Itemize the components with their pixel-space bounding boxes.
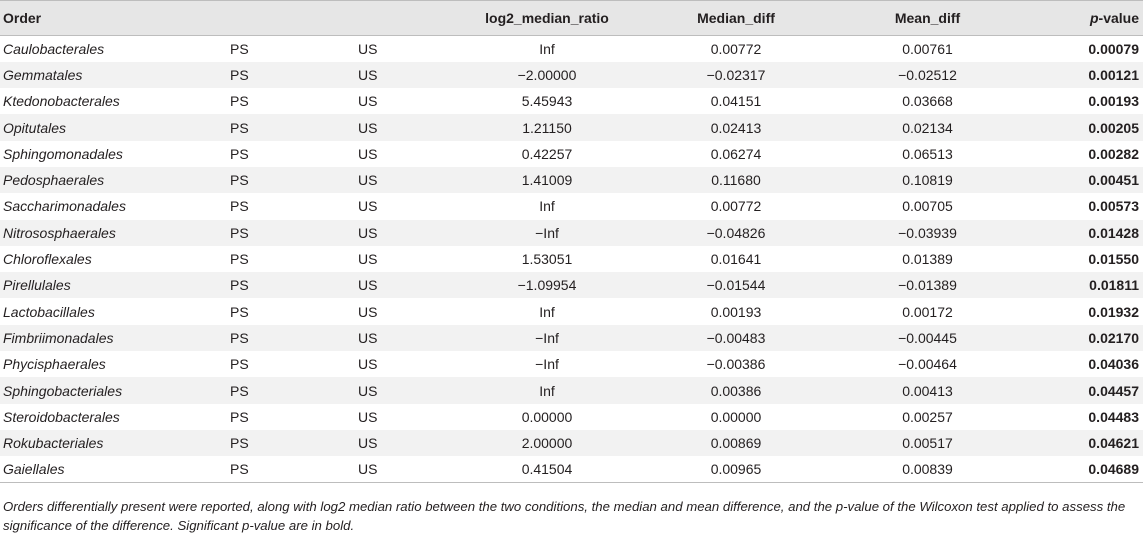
cell-order: Saccharimonadales [3, 198, 126, 215]
header-mean-diff: Mean_diff [836, 1, 1019, 36]
cell-mean-diff: −0.02512 [898, 66, 957, 83]
cell-mean-diff: 0.00839 [836, 456, 1019, 482]
cell-median-diff: 0.02413 [710, 119, 762, 136]
cell-median-diff: 0.00193 [710, 303, 762, 320]
cell-group-b: US [358, 382, 378, 399]
cell-log2-median-ratio: −Inf [535, 356, 559, 373]
cell-mean-diff: 0.00517 [902, 435, 953, 452]
cell-mean-diff: −0.00445 [898, 329, 957, 346]
cell-median-diff: −0.02317 [706, 66, 766, 83]
cell-p-value: 0.04689 [1019, 456, 1143, 482]
cell-p-value: 0.01932 [1088, 303, 1139, 320]
cell-group-b: US [358, 224, 378, 241]
cell-log2-median-ratio: 2.00000 [521, 435, 573, 452]
header-blank-1 [230, 1, 358, 36]
cell-log2-median-ratio: 1.53051 [521, 251, 573, 268]
cell-order: Chloroflexales [3, 251, 92, 268]
cell-p-value: 0.00193 [1088, 93, 1139, 110]
cell-order: Steroidobacterales [3, 408, 120, 425]
cell-log2-median-ratio: Inf [539, 40, 555, 57]
table-row [0, 351, 1143, 377]
cell-group-a: PS [230, 356, 249, 373]
cell-group-a: PS [230, 408, 249, 425]
cell-mean-diff: 0.00172 [902, 303, 953, 320]
cell-median-diff: −0.00386 [706, 356, 766, 373]
cell-log2-median-ratio: 0.00000 [521, 408, 573, 425]
cell-p-value: 0.04483 [1088, 408, 1139, 425]
cell-group-b: US [358, 303, 378, 320]
cell-order: Nitrososphaerales [3, 224, 116, 241]
table-row [0, 377, 1143, 403]
header-p-value [1019, 1, 1143, 36]
cell-group-a: PS [230, 277, 249, 294]
cell-median-diff: 0.00772 [710, 198, 762, 215]
table-header-row [0, 1, 1143, 36]
cell-order: Pirellulales [3, 277, 71, 294]
cell-group-a: PS [230, 435, 249, 452]
cell-mean-diff: 0.00257 [902, 408, 953, 425]
cell-p-value: 0.00573 [1088, 198, 1139, 215]
table-row [0, 62, 1143, 88]
table-row [0, 167, 1143, 193]
cell-order: Opitutales [3, 119, 67, 136]
cell-median-diff: 0.11680 [711, 172, 761, 189]
cell-group-b: US [358, 198, 378, 215]
table-body [0, 36, 1143, 483]
table-row [0, 298, 1143, 324]
cell-mean-diff: 0.06513 [902, 145, 953, 162]
cell-group-a: PS [230, 145, 249, 162]
header-p-italic: p [1089, 10, 1099, 26]
cell-mean-diff: −0.00464 [898, 356, 957, 373]
cell-mean-diff: 0.02134 [902, 119, 953, 136]
table-row [0, 404, 1143, 430]
cell-log2-median-ratio: 5.45943 [521, 93, 573, 110]
cell-group-b: US [358, 66, 378, 83]
table-row [0, 193, 1143, 219]
cell-order: Fimbriimonadales [3, 329, 114, 346]
cell-median-diff: 0.00772 [710, 40, 762, 57]
cell-group-b: US [358, 408, 378, 425]
table-row [0, 141, 1143, 167]
table-row [0, 272, 1143, 298]
cell-mean-diff: −0.03939 [898, 224, 957, 241]
cell-group-b: US [358, 172, 378, 189]
table-row [0, 246, 1143, 272]
header-median-diff: Median_diff [636, 1, 836, 36]
cell-order: Gemmatales [3, 66, 83, 83]
cell-order: Sphingomonadales [3, 145, 123, 162]
cell-log2-median-ratio: 0.42257 [521, 145, 573, 162]
cell-group-b: US [358, 456, 458, 482]
cell-median-diff: 0.00869 [710, 435, 762, 452]
cell-mean-diff: 0.00705 [902, 198, 953, 215]
cell-group-a: PS [230, 66, 249, 83]
cell-log2-median-ratio: −Inf [535, 224, 559, 241]
cell-log2-median-ratio: Inf [539, 303, 555, 320]
cell-order: Phycisphaerales [3, 356, 106, 373]
cell-group-a: PS [230, 251, 249, 268]
cell-group-a: PS [230, 303, 249, 320]
cell-group-b: US [358, 356, 378, 373]
cell-group-a: PS [230, 329, 249, 346]
table-row [0, 456, 1143, 482]
cell-group-a: PS [230, 172, 249, 189]
cell-group-a: PS [230, 119, 249, 136]
cell-log2-median-ratio: 1.41009 [521, 172, 573, 189]
cell-mean-diff: 0.00761 [902, 40, 953, 57]
cell-mean-diff: 0.10819 [902, 172, 953, 189]
cell-p-value: 0.00282 [1088, 145, 1139, 162]
cell-order: Sphingobacteriales [3, 382, 123, 399]
cell-median-diff: −0.04826 [706, 224, 766, 241]
cell-group-a: PS [230, 456, 358, 482]
table-footnote: Orders differentially present were reported, along with log2 median ratio between the two conditions, the median and mean difference, and the p-value of the Wilcoxon test applied to assess the significance of the difference. Significant p-value are in bold. [3, 499, 1126, 533]
header-log2-median-ratio: log2_median_ratio [458, 1, 636, 36]
cell-order: Lactobacillales [3, 303, 95, 320]
cell-log2-median-ratio: Inf [539, 198, 555, 215]
header-order: Order [0, 1, 230, 36]
header-blank-2 [358, 1, 458, 36]
cell-median-diff: 0.06274 [710, 145, 762, 162]
cell-group-b: US [358, 435, 378, 452]
cell-group-b: US [358, 40, 378, 57]
cell-log2-median-ratio: −Inf [535, 329, 559, 346]
cell-median-diff: 0.01641 [710, 251, 762, 268]
cell-order: Pedosphaerales [3, 172, 105, 189]
cell-mean-diff: 0.00413 [902, 382, 953, 399]
cell-p-value: 0.01428 [1088, 224, 1139, 241]
cell-mean-diff: 0.03668 [902, 93, 953, 110]
cell-group-b: US [358, 93, 378, 110]
cell-median-diff: 0.00000 [710, 408, 762, 425]
cell-p-value: 0.00079 [1088, 40, 1139, 57]
table-row [0, 220, 1143, 246]
cell-group-a: PS [230, 93, 249, 110]
cell-group-a: PS [230, 382, 249, 399]
header-p-rest: -value [1098, 10, 1139, 26]
cell-order: Caulobacterales [3, 40, 105, 57]
table-row [0, 88, 1143, 114]
cell-group-a: PS [230, 224, 249, 241]
cell-p-value: 0.02170 [1088, 329, 1139, 346]
cell-log2-median-ratio: 1.21150 [522, 119, 572, 136]
cell-p-value: 0.04036 [1088, 356, 1139, 373]
cell-log2-median-ratio: Inf [539, 382, 555, 399]
cell-log2-median-ratio: 0.41504 [458, 456, 636, 482]
cell-group-b: US [358, 145, 378, 162]
cell-order: Ktedonobacterales [3, 93, 120, 110]
cell-median-diff: 0.00386 [710, 382, 762, 399]
cell-p-value: 0.01811 [1089, 277, 1139, 294]
cell-group-a: PS [230, 40, 249, 57]
cell-p-value: 0.00121 [1088, 66, 1139, 83]
cell-median-diff: −0.01544 [706, 277, 766, 294]
cell-p-value: 0.04621 [1088, 435, 1139, 452]
table-row [0, 430, 1143, 456]
cell-group-a: PS [230, 198, 249, 215]
cell-mean-diff: −0.01389 [898, 277, 957, 294]
cell-log2-median-ratio: −1.09954 [517, 277, 577, 294]
cell-median-diff: 0.04151 [710, 93, 762, 110]
cell-group-b: US [358, 277, 378, 294]
cell-order: Rokubacteriales [3, 435, 104, 452]
table-row [0, 325, 1143, 351]
cell-p-value: 0.01550 [1088, 251, 1139, 268]
cell-median-diff: 0.00965 [636, 456, 836, 482]
table-row [0, 114, 1143, 140]
cell-p-value: 0.04457 [1088, 382, 1139, 399]
cell-median-diff: −0.00483 [706, 329, 766, 346]
cell-order: Gaiellales [0, 456, 230, 482]
cell-p-value: 0.00451 [1088, 172, 1139, 189]
cell-group-b: US [358, 329, 378, 346]
table-row [0, 36, 1143, 62]
cell-mean-diff: 0.01389 [902, 251, 953, 268]
cell-group-b: US [358, 119, 378, 136]
cell-p-value: 0.00205 [1088, 119, 1139, 136]
cell-log2-median-ratio: −2.00000 [517, 66, 577, 83]
cell-group-b: US [358, 251, 378, 268]
